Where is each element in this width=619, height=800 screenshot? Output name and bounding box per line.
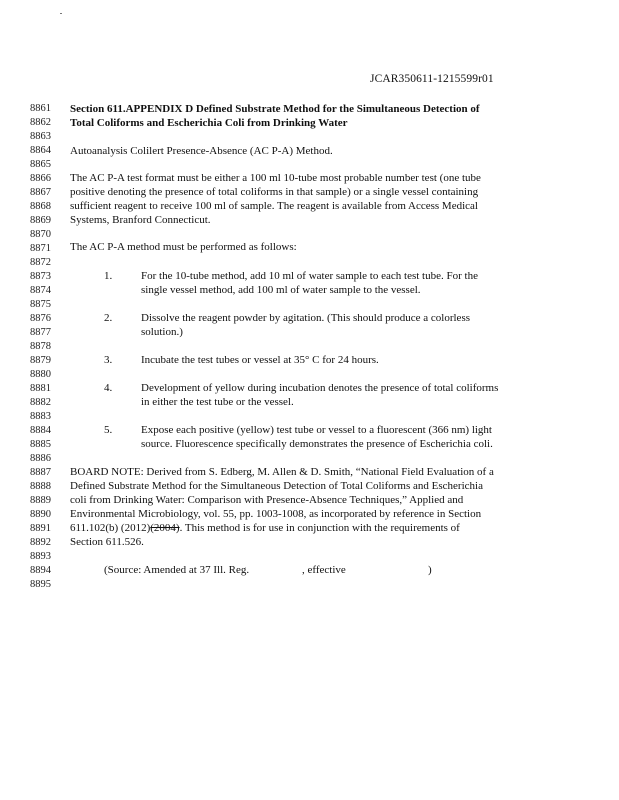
line-number: 8885 <box>30 439 51 450</box>
line-number: 8889 <box>30 495 51 506</box>
board-note-line6: Section 611.526. <box>70 536 144 548</box>
board-note-line3: coli from Drinking Water: Comparison with Presence-Absence Techniques,” Applied and <box>70 494 464 506</box>
line-number: 8878 <box>30 341 51 352</box>
line-number: 8883 <box>30 411 51 422</box>
line-number: 8894 <box>30 565 51 576</box>
method-name: Autoanalysis Colilert Presence-Absence (AC P-A) Method. <box>70 145 333 157</box>
line-number: 8891 <box>30 523 51 534</box>
board-note-line2: Defined Substrate Method for the Simultaneous Detection of Total Coliforms and Escherichia <box>70 480 483 492</box>
step-1-number: 1. <box>104 270 113 282</box>
step-4-number: 4. <box>104 382 113 394</box>
para1-line3: sufficient reagent to receive 100 ml of sample. The reagent is available from Access Medical <box>70 200 478 212</box>
source-prefix: (Source: Amended at 37 Ill. Reg. <box>104 564 250 576</box>
step-2-line2: solution.) <box>141 326 183 338</box>
step-2-line1: Dissolve the reagent powder by agitation. (This should produce a colorless <box>141 312 471 324</box>
board-note-line5 <box>70 522 460 534</box>
source-effective: , effective <box>302 564 346 576</box>
section-title-line2: Total Coliforms and Escherichia Coli from Drinking Water <box>70 117 348 129</box>
step-5-number: 5. <box>104 424 113 436</box>
step-5-line1: Expose each positive (yellow) test tube or vessel to a fluorescent (366 nm) light <box>141 424 492 436</box>
line-number: 8886 <box>30 453 51 464</box>
para1-line2: positive denoting the presence of total coliforms in that sample) or a single vessel containing <box>70 186 479 198</box>
line-number: 8867 <box>30 187 51 198</box>
line-number: 8868 <box>30 201 51 212</box>
line-number: 8875 <box>30 299 51 310</box>
line-number: 8866 <box>30 173 51 184</box>
line-number: 8871 <box>30 243 51 254</box>
source-close: ) <box>428 564 432 576</box>
line-number: 8877 <box>30 327 51 338</box>
document-id: JCAR350611-1215599r01 <box>370 73 494 85</box>
line-number: 8887 <box>30 467 51 478</box>
procedure-intro: The AC P-A method must be performed as follows: <box>70 241 297 253</box>
line-number: 8862 <box>30 117 51 128</box>
line-number: 8882 <box>30 397 51 408</box>
step-3-number: 3. <box>104 354 113 366</box>
board-note-deleted-year: (2004) <box>150 522 180 534</box>
line-number: 8864 <box>30 145 51 156</box>
para1-line1: The AC P-A test format must be either a 100 ml 10-tube most probable number test (one tube <box>70 172 481 184</box>
line-number: 8888 <box>30 481 51 492</box>
line-number: 8895 <box>30 579 51 590</box>
line-number: 8865 <box>30 159 51 170</box>
line-number: 8876 <box>30 313 51 324</box>
line-number: 8869 <box>30 215 51 226</box>
step-4-line1: Development of yellow during incubation denotes the presence of total coliforms <box>141 382 499 394</box>
line-number: 8873 <box>30 271 51 282</box>
board-note-citation-year: 611.102(b) (2012) <box>70 522 151 534</box>
line-number: 8872 <box>30 257 51 268</box>
line-number: 8884 <box>30 425 51 436</box>
scan-speck <box>60 13 62 14</box>
step-3-line1: Incubate the test tubes or vessel at 35° C for 24 hours. <box>141 354 379 366</box>
line-number: 8890 <box>30 509 51 520</box>
line-number: 8870 <box>30 229 51 240</box>
line-number: 8863 <box>30 131 51 142</box>
step-5-line2: source. Fluorescence specifically demonstrates the presence of Escherichia coli. <box>141 438 493 450</box>
step-2-number: 2. <box>104 312 113 324</box>
board-note-line1: BOARD NOTE: Derived from S. Edberg, M. Allen & D. Smith, “National Field Evaluation of a <box>70 466 494 478</box>
line-number: 8874 <box>30 285 51 296</box>
section-title-line1: Section 611.APPENDIX D Defined Substrate Method for the Simultaneous Detection of <box>70 103 480 115</box>
board-note-line5-rest: . This method is for use in conjunction with the requirements of <box>179 522 460 534</box>
step-1-line1: For the 10-tube method, add 10 ml of water sample to each test tube. For the <box>141 270 478 282</box>
step-1-line2: single vessel method, add 100 ml of water sample to the vessel. <box>141 284 421 296</box>
board-note-line4: Environmental Microbiology, vol. 55, pp. 1003-1008, as incorporated by reference in Section <box>70 508 482 520</box>
line-number: 8861 <box>30 103 51 114</box>
step-4-line2: in either the test tube or the vessel. <box>141 396 294 408</box>
line-number: 8881 <box>30 383 51 394</box>
line-number: 8880 <box>30 369 51 380</box>
line-number: 8892 <box>30 537 51 548</box>
para1-line4: Systems, Branford Connecticut. <box>70 214 211 226</box>
line-number: 8879 <box>30 355 51 366</box>
line-number: 8893 <box>30 551 51 562</box>
